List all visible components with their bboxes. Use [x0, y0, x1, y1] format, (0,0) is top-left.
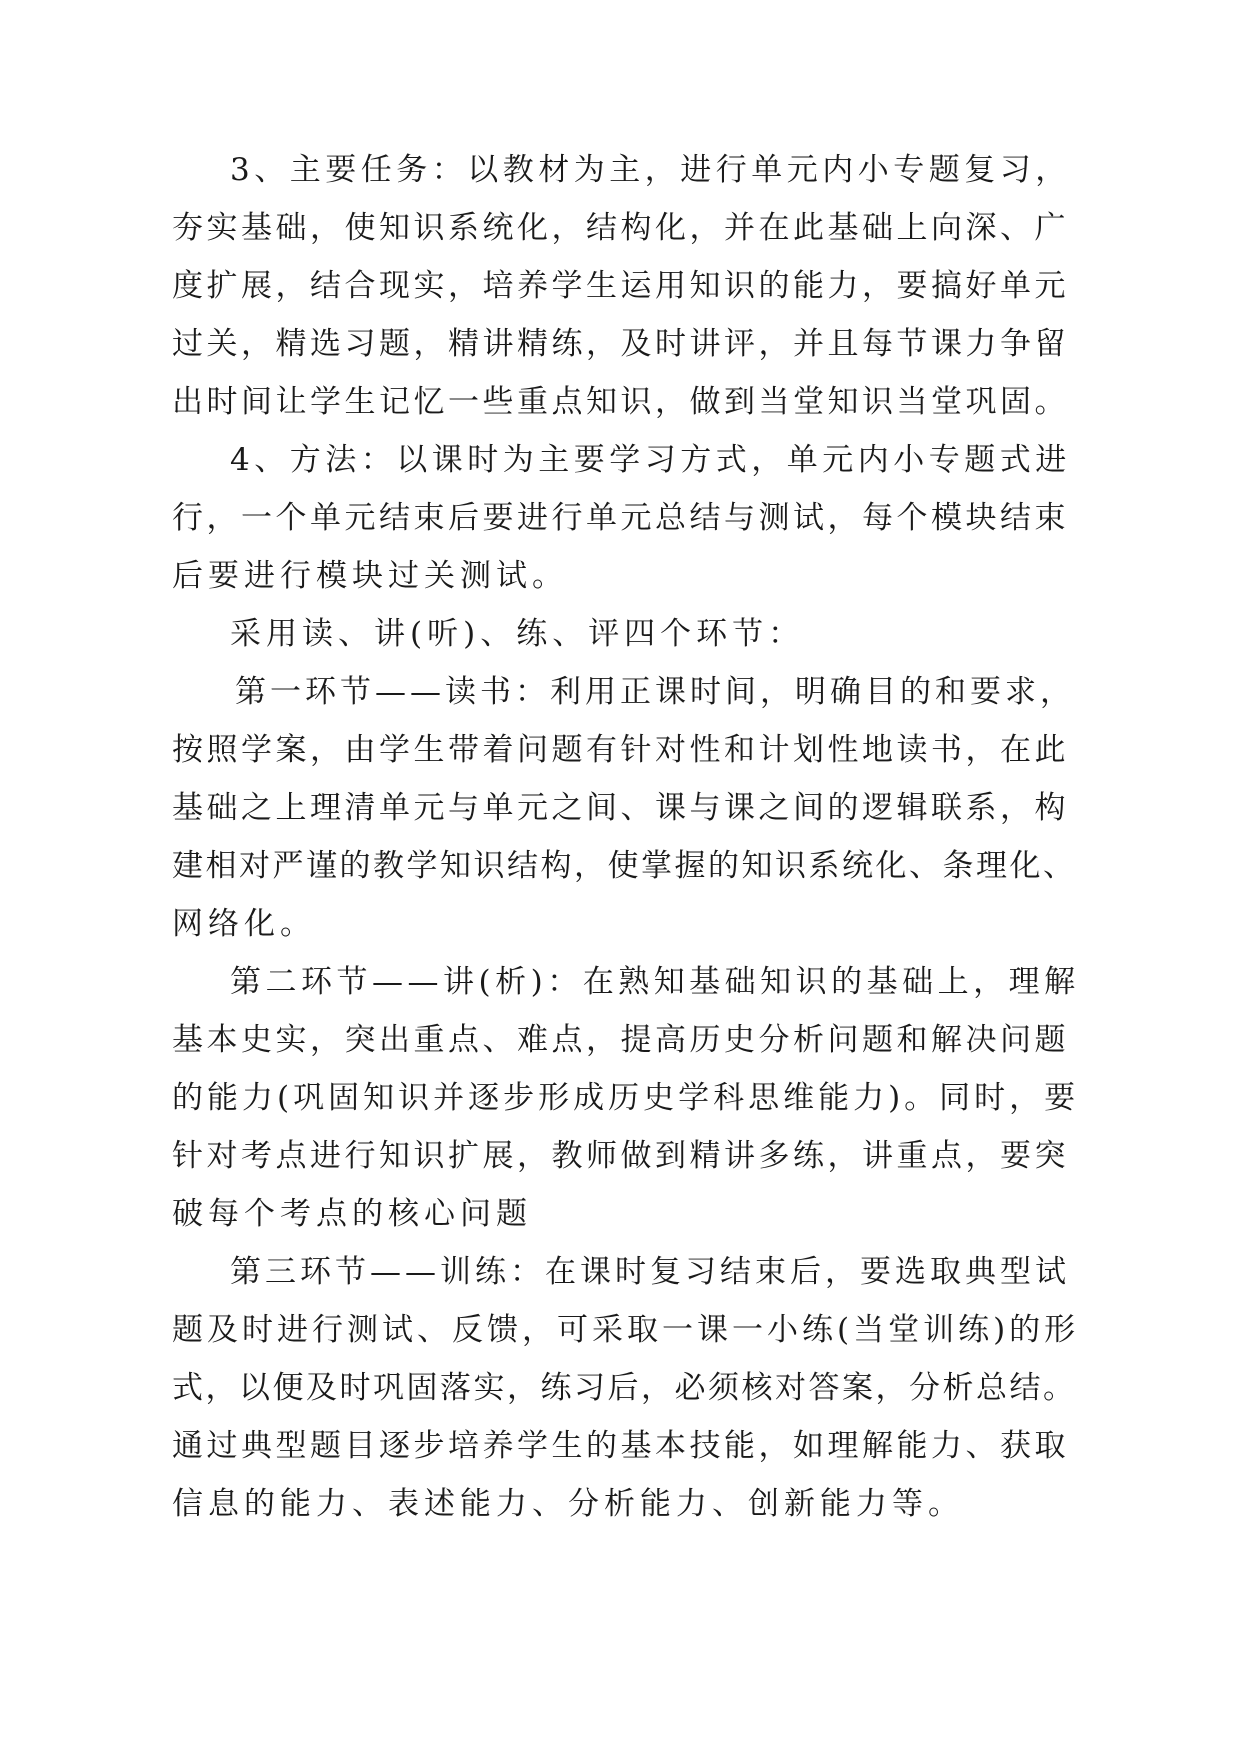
text-line: 3、主要任务：以教材为主，进行单元内小专题复习， — [230, 152, 1071, 188]
text-line: 式，以便及时巩固落实，练习后，必须核对答案，分析总结。 — [172, 1370, 1077, 1406]
text-line: 网络化。 — [172, 906, 316, 942]
text-line: 的能力(巩固知识并逐步形成历史学科思维能力)。同时，要 — [172, 1080, 1080, 1116]
text-line: 第一环节——读书：利用正课时间，明确目的和要求， — [235, 674, 1075, 710]
text-line: 建相对严谨的教学知识结构，使掌握的知识系统化、条理化、 — [172, 848, 1077, 884]
text-line: 后要进行模块过关测试。 — [172, 558, 568, 594]
text-line: 基础之上理清单元与单元之间、课与课之间的逻辑联系，构 — [172, 790, 1069, 826]
text-line: 第三环节——训练：在课时复习结束后，要选取典型试 — [230, 1254, 1070, 1290]
text-line: 基本史实，突出重点、难点，提高历史分析问题和解决问题 — [172, 1022, 1069, 1058]
text-line: 行，一个单元结束后要进行单元总结与测试，每个模块结束 — [172, 500, 1069, 536]
text-line: 出时间让学生记忆一些重点知识，做到当堂知识当堂巩固。 — [172, 384, 1069, 420]
text-line: 针对考点进行知识扩展，教师做到精讲多练，讲重点，要突 — [172, 1138, 1069, 1174]
text-line: 过关，精选习题，精讲精练，及时讲评，并且每节课力争留 — [172, 326, 1069, 362]
text-line: 第二环节——讲(析)：在熟知基础知识的基础上，理解 — [230, 964, 1080, 1000]
text-line: 题及时进行测试、反馈，可采取一课一小练(当堂训练)的形 — [172, 1312, 1080, 1348]
text-line: 度扩展，结合现实，培养学生运用知识的能力，要搞好单元 — [172, 268, 1069, 304]
text-line: 信息的能力、表述能力、分析能力、创新能力等。 — [172, 1486, 964, 1522]
text-line: 夯实基础，使知识系统化，结构化，并在此基础上向深、广 — [172, 210, 1069, 246]
text-line: 通过典型题目逐步培养学生的基本技能，如理解能力、获取 — [172, 1428, 1069, 1464]
text-line: 4、方法：以课时为主要学习方式，单元内小专题式进 — [230, 442, 1071, 478]
text-line: 按照学案，由学生带着问题有针对性和计划性地读书，在此 — [172, 732, 1069, 768]
text-line: 采用读、讲(听)、练、评四个环节： — [230, 616, 805, 652]
text-line: 破每个考点的核心问题 — [172, 1196, 532, 1232]
